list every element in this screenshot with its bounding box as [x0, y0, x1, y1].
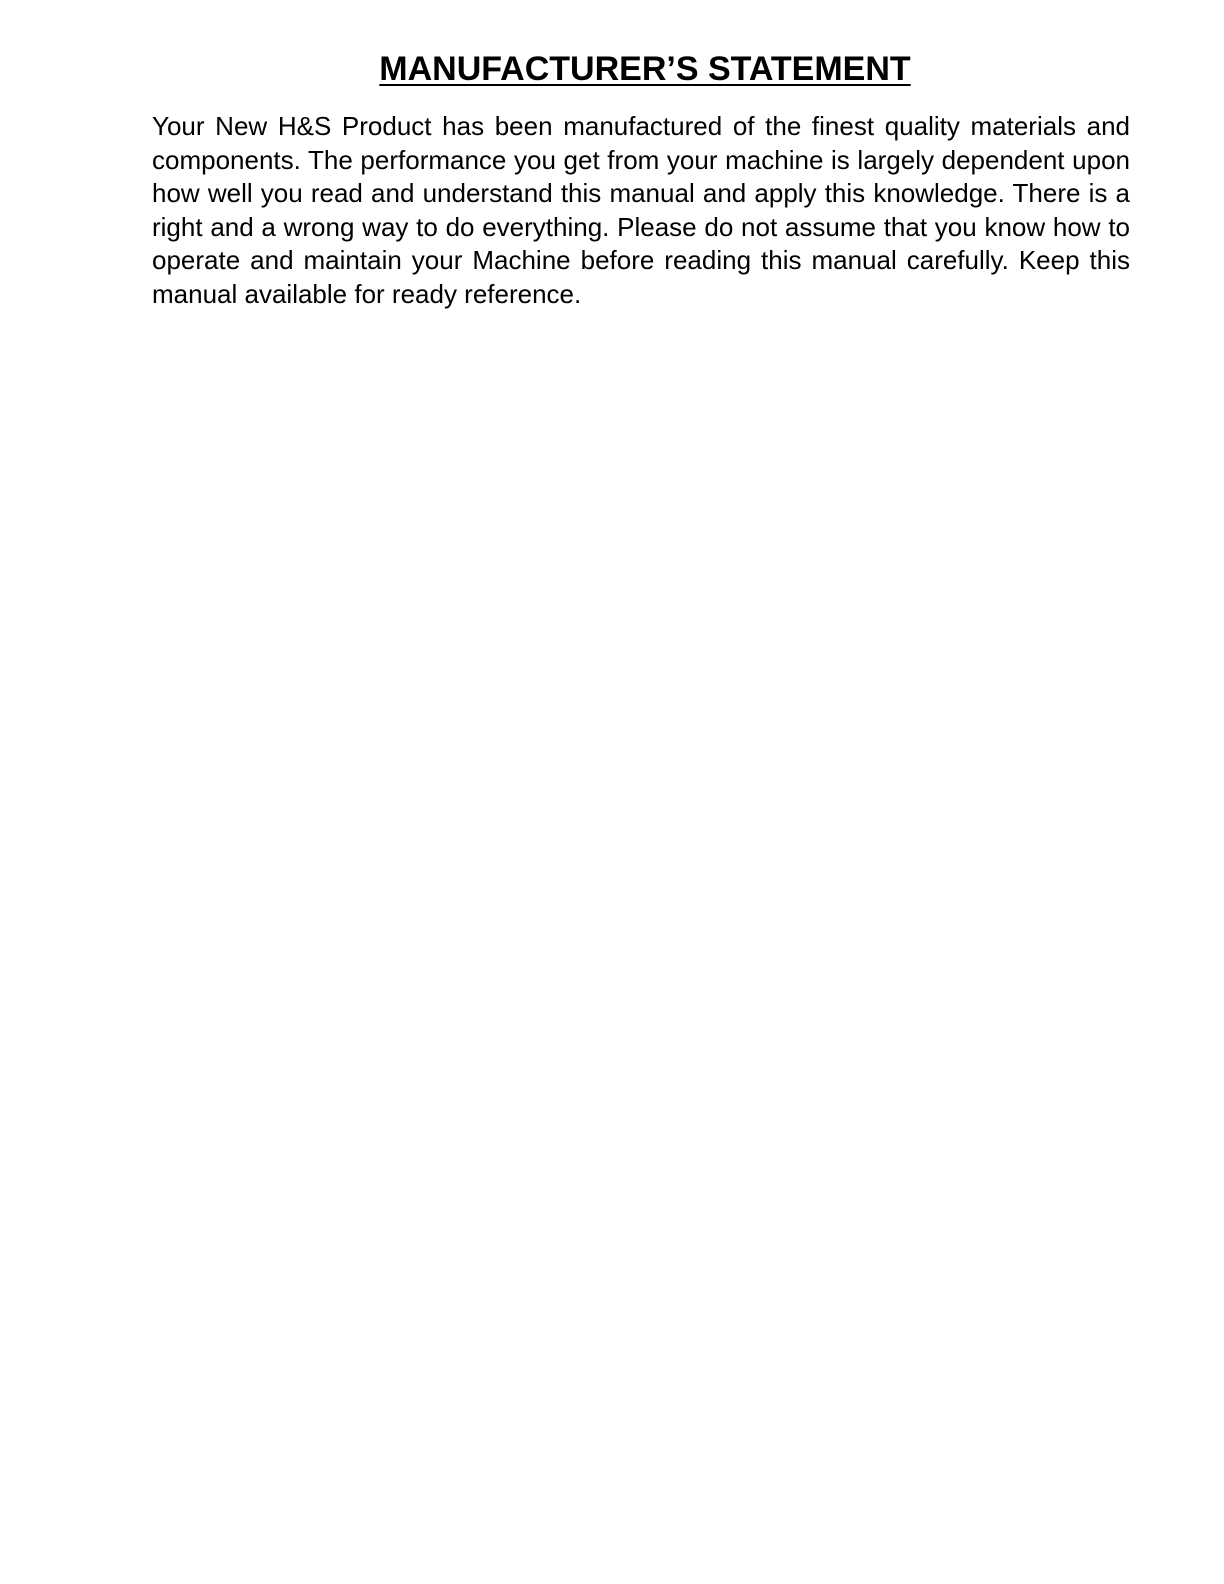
statement-paragraph: Your New H&S Product has been manufactured of the finest quality materials and components. The performance you get from your machine is largely dependent upon how well you read and understand this manual and apply this knowledge. There is a right and a wrong way to do everything. Please do not assume that you know how to operate and maintain your Machine before reading this manual carefully. Keep this manual available for ready reference.	[152, 111, 1130, 309]
page-title: MANUFACTURER’S STATEMENT	[379, 50, 911, 88]
